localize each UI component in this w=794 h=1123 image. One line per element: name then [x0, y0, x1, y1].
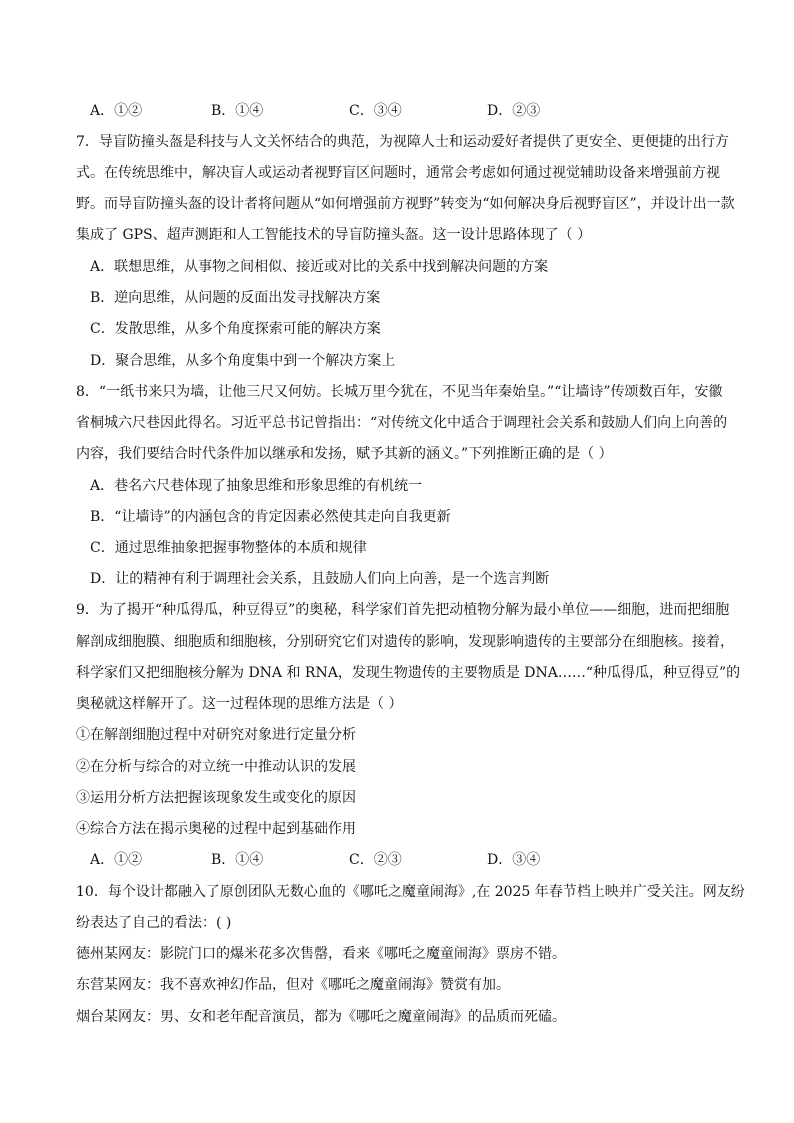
- q6-option-d[interactable]: D．②③: [487, 103, 541, 119]
- q7-stem-line-4: 集成了 GPS、超声测距和人工智能技术的导盲防撞头盔。这一设计思路体现了（ ）: [76, 227, 592, 243]
- q8-option-a[interactable]: A．巷名六尺巷体现了抽象思维和形象思维的有机统一: [90, 478, 423, 494]
- q9-stem-line-1: 9．为了揭开“种瓜得瓜，种豆得豆”的奥秘，科学家们首先把动植物分解为最小单位——细胞，进而把细胞: [76, 602, 730, 618]
- q9-option-a[interactable]: A．①②: [90, 852, 143, 868]
- q7-option-b[interactable]: B．逆向思维，从问题的反面出发寻找解决方案: [90, 290, 381, 306]
- q7-option-d[interactable]: D．聚合思维，从多个角度集中到一个解决方案上: [90, 353, 396, 369]
- q9-option-c[interactable]: C．②③: [349, 852, 402, 868]
- q10-comment-1: 德州某网友：影院门口的爆米花多次售罄，看来《哪吒之魔童闹海》票房不错。: [76, 946, 566, 962]
- q7-option-a[interactable]: A．联想思维，从事物之间相似、接近或对比的关系中找到解决问题的方案: [90, 259, 549, 275]
- q8-stem-line-2: 省桐城六尺巷因此得名。习近平总书记曾指出：“对传统文化中适合于调理社会关系和鼓励人们向上向善的: [76, 415, 728, 431]
- q7-stem-line-1: 7．导盲防撞头盔是科技与人文关怀结合的典范，为视障人士和运动爱好者提供了更安全、更便捷的出行方: [76, 134, 729, 150]
- q7-option-c[interactable]: C．发散思维，从多个角度探索可能的解决方案: [90, 321, 381, 337]
- q9-option-d[interactable]: D．③④: [487, 852, 541, 868]
- q9-statement-2: ②在分析与综合的对立统一中推动认识的发展: [76, 759, 356, 775]
- q10-stem-line-2: 纷表达了自己的看法：( ): [76, 915, 232, 931]
- q9-statement-4: ④综合方法在揭示奥秘的过程中起到基础作用: [76, 821, 356, 837]
- q7-stem-line-3: 野。而导盲防撞头盔的设计者将问题从“如何增强前方视野”转变为“如何解决身后视野盲区”，并设计出一款: [76, 196, 735, 212]
- q9-statement-3: ③运用分析方法把握该现象发生或变化的原因: [76, 790, 356, 806]
- q6-option-c[interactable]: C．③④: [349, 103, 402, 119]
- q8-option-d[interactable]: D．让的精神有利于调理社会关系，且鼓励人们向上向善，是一个选言判断: [90, 571, 550, 587]
- q8-option-b[interactable]: B．“让墙诗”的内涵包含的肯定因素必然使其走向自我更新: [90, 509, 451, 525]
- q8-stem-line-1: 8．“一纸书来只为墙，让他三尺又何妨。长城万里今犹在，不见当年秦始皇。”“让墙诗”传颂数百年，安徽: [76, 384, 723, 400]
- q9-stem-line-4: 奥秘就这样解开了。这一过程体现的思维方法是（ ）: [76, 696, 403, 712]
- q9-statement-1: ①在解剖细胞过程中对研究对象进行定量分析: [76, 727, 356, 743]
- q6-option-a[interactable]: A．①②: [90, 103, 143, 119]
- q8-stem-line-3: 内容，我们要结合时代条件加以继承和发扬，赋予其新的涵义。”下列推断正确的是（ ）: [76, 446, 613, 462]
- q8-option-c[interactable]: C．通过思维抽象把握事物整体的本质和规律: [90, 540, 367, 556]
- q7-stem-line-2: 式。在传统思维中，解决盲人或运动者视野盲区问题时，通常会考虑如何通过视觉辅助设备来增强前方视: [76, 165, 720, 181]
- q10-stem-line-1: 10．每个设计都融入了原创团队无数心血的《哪吒之魔童闹海》,在 2025 年春节档上映并广受关注。网友纷: [76, 884, 745, 900]
- q9-stem-line-2: 解剖成细胞膜、细胞质和细胞核，分别研究它们对遗传的影响，发现影响遗传的主要部分在细胞核。接着，: [76, 634, 734, 650]
- q10-comment-2: 东营某网友：我不喜欢神幻作品，但对《哪吒之魔童闹海》赞赏有加。: [76, 977, 510, 993]
- q10-comment-3: 烟台某网友：男、女和老年配音演员，都为《哪吒之魔童闹海》的品质而死磕。: [76, 1009, 566, 1025]
- q9-stem-line-3: 科学家们又把细胞核分解为 DNA 和 RNA，发现生物遗传的主要物质是 DNA……“种瓜得瓜，种豆得豆”的: [76, 665, 741, 681]
- q9-option-b[interactable]: B．①④: [211, 852, 264, 868]
- q6-option-b[interactable]: B．①④: [211, 103, 264, 119]
